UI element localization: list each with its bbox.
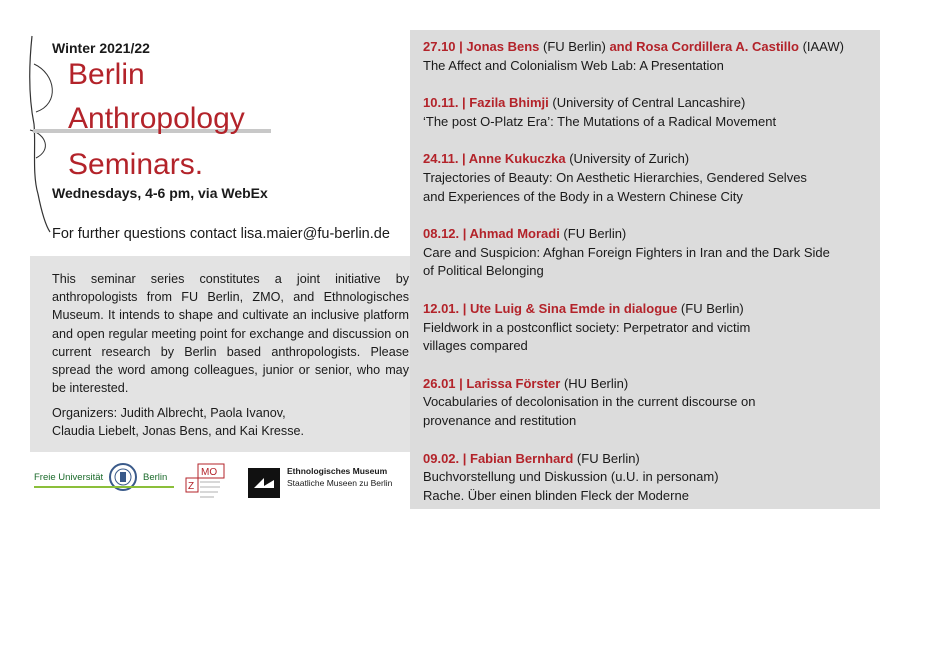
event-affiliation: (FU Berlin) (573, 450, 640, 466)
event-date-speaker: 12.01. | Ute Luig & Sina Emde in dialogue (423, 300, 678, 316)
about-text: This seminar series constitutes a joint initiative by anthropologists from FU Berlin, ZMO, and Ethnologisches Museum. It intends to shape and cultivate an inclusive platform and open regular meeting point for exchange and discussion on current research by Berlin based anthropologists. Please spread the word among colleagues, junior or senior, who may be interested. (52, 272, 409, 396)
event-date-speaker: 26.01 | Larissa Förster (423, 375, 561, 391)
event-second-speaker: and Rosa Cordillera A. Castillo (609, 39, 799, 54)
event-heading (423, 38, 873, 57)
event-affiliation: (FU Berlin) (559, 226, 627, 242)
event-title-line: Fieldwork in a postconflict society: Perpetrator and victim (423, 319, 751, 335)
event-title-line: and Experiences of the Body in a Western Chinese City (423, 188, 743, 204)
logo-strip (30, 458, 410, 506)
event-title-line: of Political Belonging (423, 263, 544, 279)
ethnologisches-museum-title: Ethnologisches Museum (287, 466, 388, 476)
event-item (423, 300, 873, 356)
fu-logo-text: Freie Universität (34, 472, 104, 483)
svg-text:MO: MO (201, 467, 218, 478)
event-date-speaker: 08.12. | Ahmad Moradi (423, 226, 560, 242)
event-title-line: provenance and restitution (423, 412, 577, 428)
organizers-line-1: Organizers: Judith Albrecht, Paola Ivanov, (52, 406, 286, 420)
fu-logo-berlin: Berlin (143, 472, 168, 483)
event-title-line: villages compared (423, 338, 528, 354)
event-title-line: Trajectories of Beauty: On Aesthetic Hierarchies, Gendered Selves (423, 169, 807, 185)
event-item (423, 38, 873, 75)
event-date-speaker: 10.11. | Fazila Bhimji (423, 95, 549, 111)
event-title-line: Rache. Über einen blinden Fleck der Moderne (423, 487, 689, 503)
event-heading (423, 375, 873, 394)
event-item (423, 375, 873, 431)
season-label: Winter 2021/22 (52, 40, 150, 56)
event-heading (423, 150, 873, 169)
event-affiliation: (University of Central Lancashire) (548, 95, 746, 111)
event-date-speaker: 24.11. | Anne Kukuczka (423, 151, 566, 167)
title-line-2: Anthropology (68, 102, 245, 135)
event-item (423, 225, 873, 281)
event-second-affiliation: (IAAW) (798, 39, 844, 54)
schedule-info: Wednesdays, 4-6 pm, via WebEx (52, 185, 268, 201)
event-title-line: Care and Suspicion: Afghan Foreign Fighters in Iran and the Dark Side (423, 244, 830, 260)
event-affiliation: (University of Zurich) (565, 151, 690, 167)
event-item (423, 94, 873, 131)
title-line-1: Berlin (68, 58, 145, 91)
organizers-line-2: Claudia Liebelt, Jonas Bens, and Kai Kresse. (52, 424, 305, 439)
event-item (423, 150, 873, 206)
fu-logo-line (34, 486, 174, 488)
zmo-logo-icon (184, 462, 226, 502)
event-affiliation: (HU Berlin) (560, 375, 629, 391)
event-date-speaker: 09.02. | Fabian Bernhard (423, 450, 574, 466)
event-heading (423, 94, 873, 113)
event-heading (423, 450, 873, 469)
event-list (423, 38, 873, 524)
event-item (423, 450, 873, 506)
title-line-3: Seminars. (68, 148, 204, 181)
event-heading (423, 300, 873, 319)
event-title-line: The Affect and Colonialism Web Lab: A Presentation (423, 57, 724, 73)
event-affiliation: (FU Berlin) (539, 39, 610, 54)
organizers (52, 404, 372, 440)
event-title-line: ‘The post O-Platz Era’: The Mutations of a Radical Movement (423, 113, 777, 129)
ethnologisches-museum-logo-icon (248, 468, 280, 498)
svg-text:Z: Z (188, 481, 195, 492)
event-title-line: Buchvorstellung und Diskussion (u.U. in personam) (423, 469, 719, 485)
event-title-line: Vocabularies of decolonisation in the current discourse on (423, 394, 756, 410)
event-affiliation: (FU Berlin) (677, 300, 744, 316)
ethnologisches-museum-subtitle: Staatliche Museen zu Berlin (287, 478, 393, 488)
contact-info: For further questions contact lisa.maier@fu-berlin.de (52, 226, 390, 242)
event-date-speaker: 27.10 | Jonas Bens (423, 39, 540, 54)
event-heading (423, 225, 873, 244)
